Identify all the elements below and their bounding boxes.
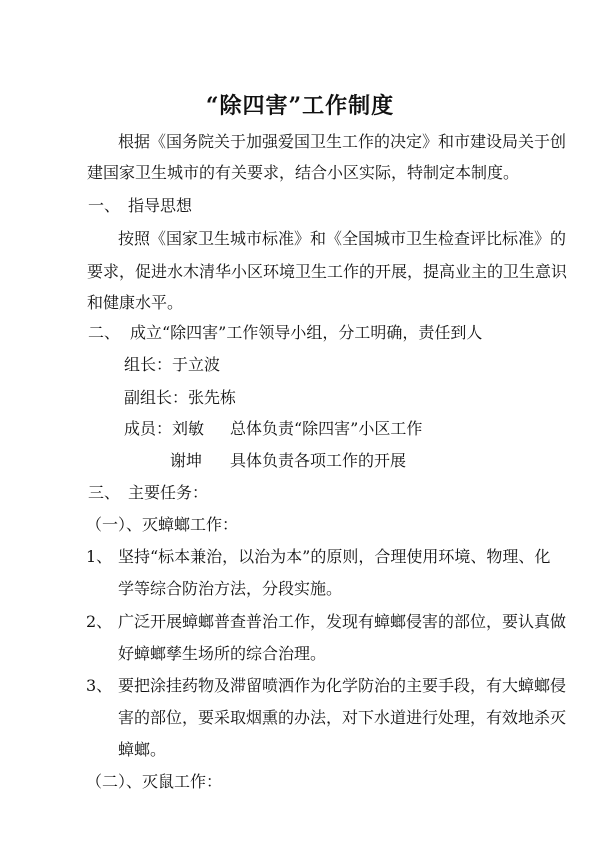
section-2-title: 成立“除四害”工作领导小组，分工明确，责任到人 — [130, 323, 483, 342]
task-item-3-line-1: 要把涂挂药物及滞留喷洒作为化学防治的主要手段，有大蟑螂侵 — [118, 676, 567, 695]
group-member-2-duty: 具体负责各项工作的开展 — [230, 451, 407, 470]
task-item-2-line-1: 广泛开展蟑螂普查普治工作，发现有蟑螂侵害的部位，要认真做 — [118, 612, 567, 631]
task-item-1 — [86, 547, 550, 567]
section-3-number: 三、 — [88, 483, 121, 502]
group-leader: 组长：于立波 — [124, 355, 221, 374]
section-3-title: 主要任务： — [128, 483, 209, 502]
document-title: “除四害”工作制度 — [205, 92, 395, 119]
task-item-3-number: 3、 — [86, 676, 113, 695]
intro-line-2: 建国家卫生城市的有关要求，结合小区实际，特制定本制度。 — [87, 163, 520, 182]
subsection-cockroach: （一）、灭蟑螂工作： — [86, 515, 239, 534]
task-item-3-line-2: 害的部位，要采取烟熏的办法，对下水道进行处理，有效地杀灭 — [118, 708, 567, 727]
section-2-number: 二、 — [88, 323, 121, 342]
group-member-1: 成员：刘敏 — [124, 419, 205, 438]
group-deputy: 副组长：张先栋 — [124, 388, 237, 407]
task-item-2-number: 2、 — [86, 612, 113, 631]
section-1-heading — [88, 196, 192, 216]
intro-line-1: 根据《国务院关于加强爱国卫生工作的决定》和市建设局关于创 — [118, 132, 567, 151]
task-item-2 — [86, 612, 566, 632]
task-item-2-line-2: 好蟑螂孳生场所的综合治理。 — [118, 644, 327, 663]
section-1-title: 指导思想 — [128, 196, 193, 215]
task-item-1-line-2: 学等综合防治方法，分段实施。 — [118, 579, 343, 598]
section-2-heading — [88, 323, 482, 343]
task-item-1-number: 1、 — [86, 547, 113, 566]
section-1-line-2: 要求，促进水木清华小区环境卫生工作的开展，提高业主的卫生意识 — [87, 262, 568, 281]
group-member-2: 谢坤 — [170, 451, 203, 470]
subsection-rodent: （二）、灭鼠工作： — [86, 772, 223, 791]
section-1-line-3: 和健康水平。 — [87, 293, 184, 312]
task-item-3-line-3: 蟑螂。 — [118, 740, 167, 759]
group-member-1-duty: 总体负责“除四害”小区工作 — [230, 419, 423, 438]
section-3-heading — [88, 483, 208, 503]
task-item-3 — [86, 676, 566, 696]
section-1-number: 一、 — [88, 196, 121, 215]
section-1-line-1: 按照《国家卫生城市标准》和《全国城市卫生检查评比标准》的 — [118, 229, 567, 248]
task-item-1-line-1: 坚持“标本兼治，以治为本”的原则，合理使用环境、物理、化 — [118, 547, 551, 566]
